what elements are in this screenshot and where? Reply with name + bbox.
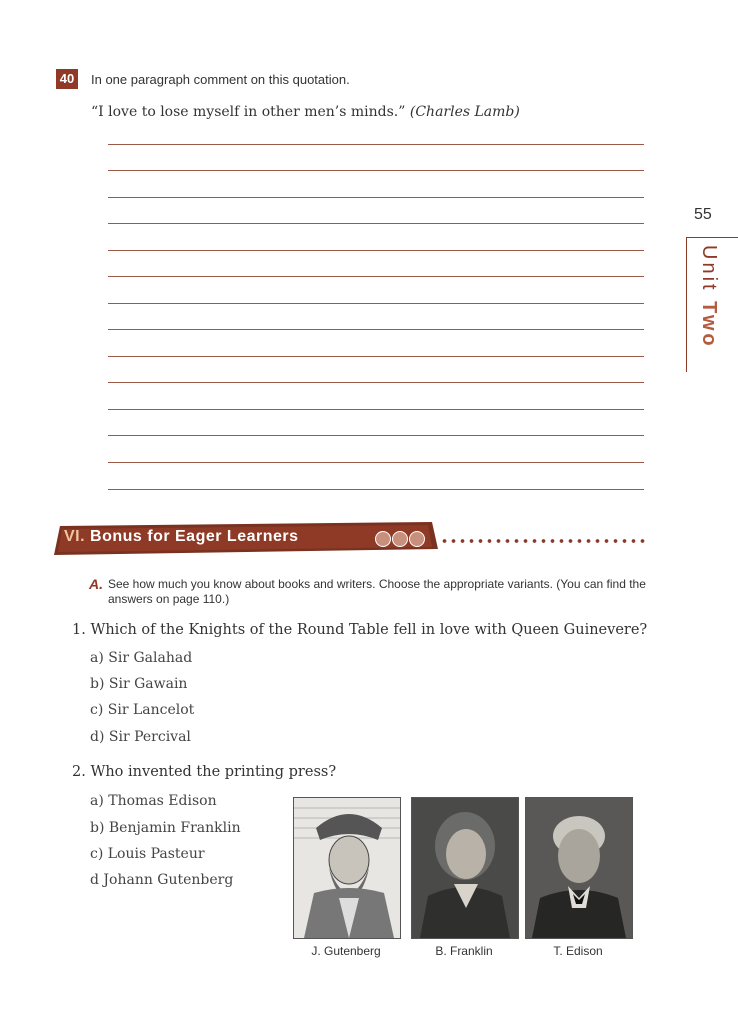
dotted-divider	[440, 538, 645, 544]
section-title-text: Bonus for Eager Learners	[90, 528, 299, 545]
writing-line[interactable]	[108, 329, 644, 330]
answer-option[interactable]: a) Sir Galahad	[90, 650, 193, 666]
unit-word: Unit	[698, 245, 720, 293]
answer-option[interactable]: d) Sir Percival	[90, 729, 191, 745]
answer-option[interactable]: c) Sir Lancelot	[90, 702, 195, 718]
section-title	[64, 528, 299, 546]
part-a-instruction: See how much you know about books and writers. Choose the appropriate variants. (You can find the answers on page 110.)	[108, 577, 646, 606]
writing-line[interactable]	[108, 223, 644, 224]
answer-option[interactable]: d Johann Gutenberg	[90, 872, 234, 888]
writing-line[interactable]	[108, 462, 644, 463]
unit-divider	[686, 237, 738, 238]
answer-option[interactable]: c) Louis Pasteur	[90, 846, 205, 862]
quotation	[91, 104, 520, 120]
smiley-faces-icon	[375, 528, 426, 547]
writing-line[interactable]	[108, 276, 644, 277]
quotation-author: (Charles Lamb)	[409, 104, 520, 120]
writing-line[interactable]	[108, 170, 644, 171]
answer-option[interactable]: b) Benjamin Franklin	[90, 820, 241, 836]
portrait-edison	[525, 797, 633, 939]
writing-line[interactable]	[108, 197, 644, 198]
unit-divider-vertical	[686, 237, 687, 372]
page-number: 55	[694, 206, 712, 223]
writing-line[interactable]	[108, 144, 644, 145]
section-numeral: VI.	[64, 528, 86, 545]
writing-line[interactable]	[108, 303, 644, 304]
exercise-instruction: In one paragraph comment on this quotation.	[91, 72, 350, 87]
part-a-letter: A.	[89, 576, 103, 592]
portrait-gutenberg	[293, 797, 401, 939]
question-1: 1. Which of the Knights of the Round Table fell in love with Queen Guinevere?	[72, 622, 648, 638]
exercise-number-badge: 40	[56, 69, 78, 89]
answer-option[interactable]: b) Sir Gawain	[90, 676, 188, 692]
quotation-text: “I love to lose myself in other men’s minds.”	[91, 104, 406, 120]
writing-line[interactable]	[108, 489, 644, 490]
writing-line[interactable]	[108, 435, 644, 436]
writing-line[interactable]	[108, 250, 644, 251]
portrait-caption: J. Gutenberg	[311, 944, 381, 958]
portrait-caption: T. Edison	[553, 944, 603, 958]
unit-label	[697, 245, 720, 349]
writing-line[interactable]	[108, 409, 644, 410]
writing-line[interactable]	[108, 382, 644, 383]
answer-option[interactable]: a) Thomas Edison	[90, 793, 217, 809]
unit-name: Two	[698, 301, 720, 349]
question-2: 2. Who invented the printing press?	[72, 764, 337, 780]
portrait-caption: B. Franklin	[435, 944, 493, 958]
writing-line[interactable]	[108, 356, 644, 357]
portrait-franklin	[411, 797, 519, 939]
